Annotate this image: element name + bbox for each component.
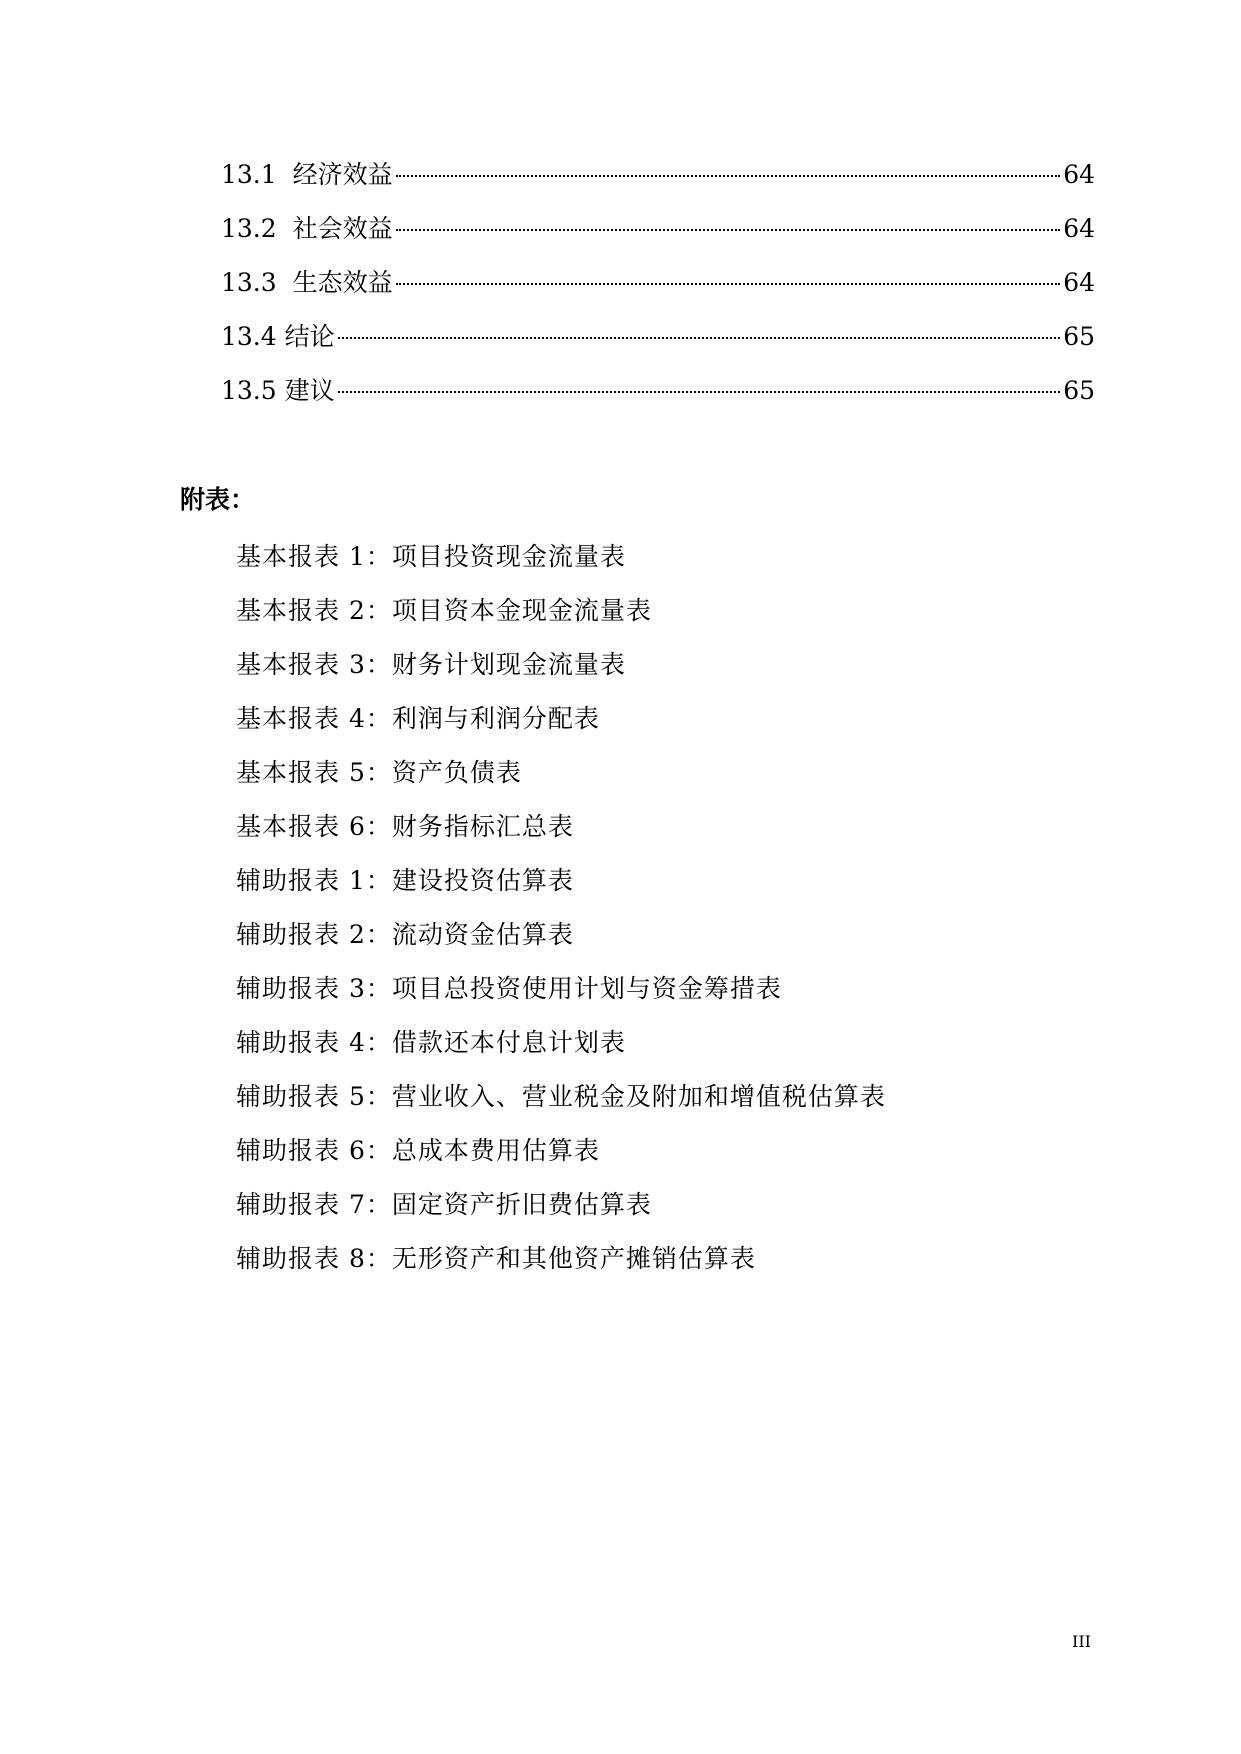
toc-entry-page: 64 (1063, 160, 1095, 189)
toc-entry-title: 社会效益 (292, 214, 393, 243)
toc-entry-number: 13.3 (221, 268, 293, 297)
toc-dot-leader (338, 391, 1061, 393)
toc-entry[interactable] (221, 202, 1095, 256)
appendix-item: 基本报表 3：财务计划现金流量表 (236, 650, 626, 679)
appendix-item: 辅助报表 2：流动资金估算表 (236, 920, 574, 949)
toc-entry-page: 64 (1063, 214, 1095, 243)
appendix-item: 辅助报表 8：无形资产和其他资产摊销估算表 (236, 1244, 756, 1273)
appendix-item: 辅助报表 4：借款还本付息计划表 (236, 1028, 626, 1057)
appendix-item: 辅助报表 5：营业收入、营业税金及附加和增值税估算表 (236, 1082, 886, 1111)
appendix-item: 基本报表 6：财务指标汇总表 (236, 812, 574, 841)
page-number: III (1072, 1632, 1091, 1651)
toc-entry-number: 13.4 (221, 322, 285, 351)
appendix-item: 辅助报表 1：建设投资估算表 (236, 866, 574, 895)
toc-entry-page: 64 (1063, 268, 1095, 297)
table-of-contents (221, 148, 1095, 418)
toc-entry[interactable] (221, 364, 1095, 418)
toc-dot-leader (338, 337, 1061, 339)
appendix-item: 基本报表 2：项目资本金现金流量表 (236, 596, 652, 625)
appendix-item: 辅助报表 7：固定资产折旧费估算表 (236, 1190, 652, 1219)
toc-entry-title: 结论 (284, 322, 335, 351)
toc-entry-number: 13.5 (221, 376, 285, 405)
toc-dot-leader (396, 229, 1061, 231)
toc-entry-title: 建议 (284, 376, 335, 405)
toc-entry[interactable] (221, 148, 1095, 202)
appendix-heading: 附表： (180, 485, 256, 514)
appendix-list (236, 530, 1096, 1286)
toc-entry-page: 65 (1063, 322, 1095, 351)
appendix-item: 基本报表 5：资产负债表 (236, 758, 522, 787)
appendix-item: 基本报表 1：项目投资现金流量表 (236, 542, 626, 571)
toc-entry[interactable] (221, 310, 1095, 364)
toc-dot-leader (396, 283, 1061, 285)
toc-entry-title: 经济效益 (292, 160, 393, 189)
appendix-item: 辅助报表 3：项目总投资使用计划与资金筹措表 (236, 974, 782, 1003)
toc-entry-number: 13.1 (221, 160, 293, 189)
appendix-item: 基本报表 4：利润与利润分配表 (236, 704, 600, 733)
toc-dot-leader (396, 175, 1061, 177)
toc-entry-number: 13.2 (221, 214, 293, 243)
toc-entry[interactable] (221, 256, 1095, 310)
toc-entry-page: 65 (1063, 376, 1095, 405)
appendix-item: 辅助报表 6：总成本费用估算表 (236, 1136, 600, 1165)
toc-entry-title: 生态效益 (292, 268, 393, 297)
